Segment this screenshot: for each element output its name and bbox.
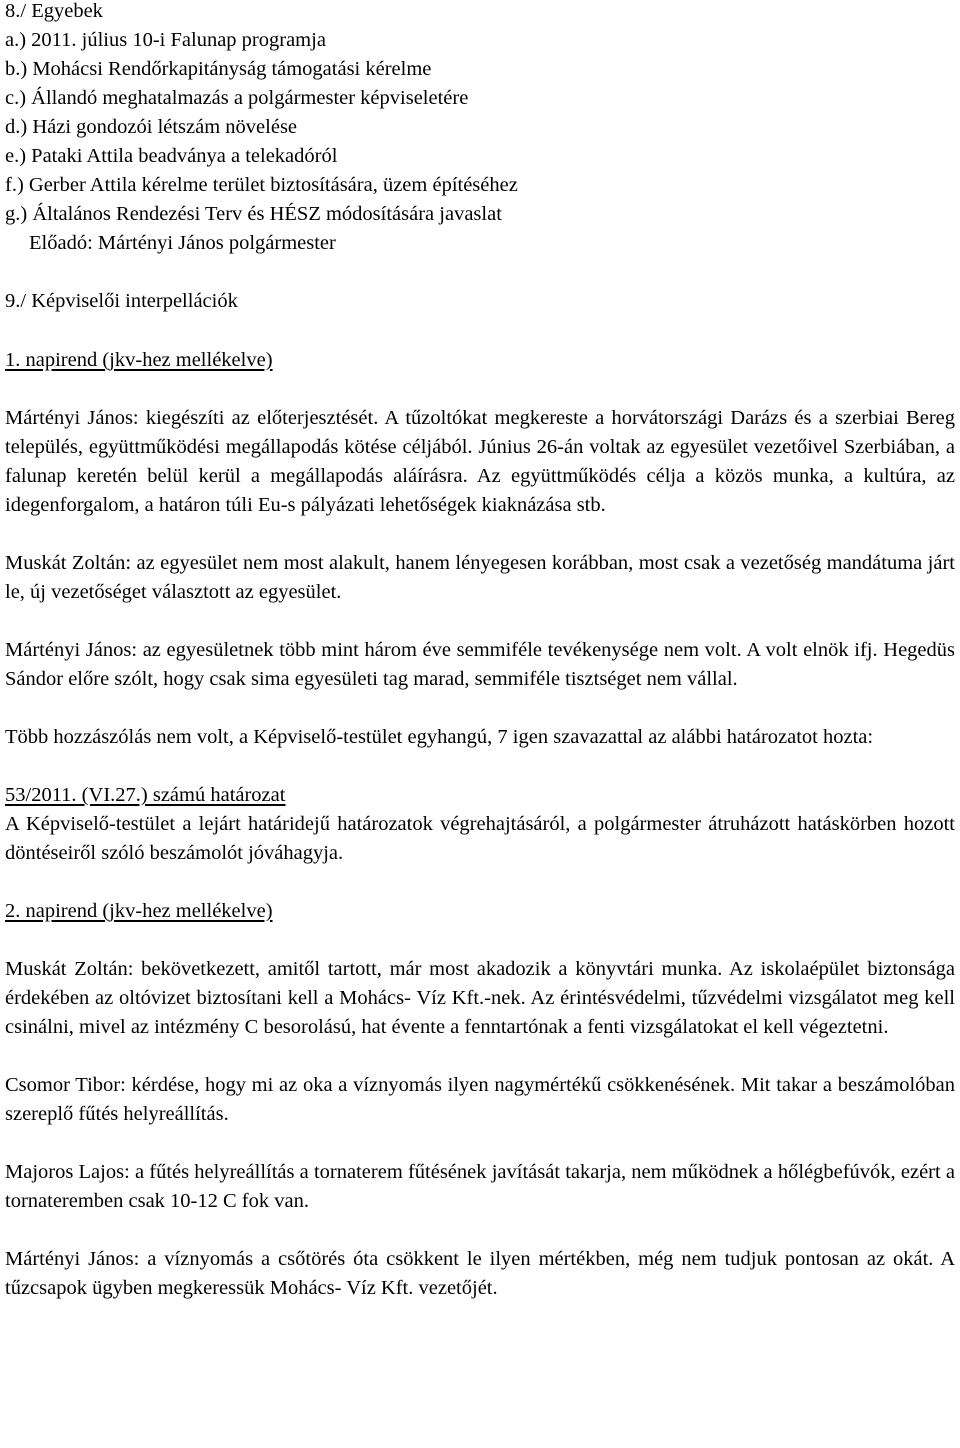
agenda-presenter: Előadó: Mártényi János polgármester bbox=[29, 232, 336, 254]
napirend-2-paragraph-1: Muskát Zoltán: bekövetkezett, amitől tartott, már most akadozik a könyvtári munka. Az iskolaépület biztonsága érdekében az oltóvizet biztosítani kell a Mohács- Víz Kft.-nek. Az érintésvédelmi, tűzvédelmi vizsgálatot meg kell csinálni, mivel az intézmény C besorolású, hat évente a fenntartónak a fenti vizsgálatokat el kell végeztetni. bbox=[5, 958, 955, 1038]
agenda-subitem-f: f.) Gerber Attila kérelme terület biztosítására, üzem építéséhez bbox=[5, 174, 518, 196]
agenda-item-9-title: 9./ Képviselői interpellációk bbox=[5, 290, 238, 312]
agenda-subitem-a: a.) 2011. július 10-i Falunap programja bbox=[5, 29, 326, 51]
napirend-1-paragraph-4: Több hozzászólás nem volt, a Képviselő-testület egyhangú, 7 igen szavazattal az alábbi határozatot hozta: bbox=[5, 726, 874, 748]
agenda-subitem-c: c.) Állandó meghatalmazás a polgármester képviseletére bbox=[5, 87, 469, 109]
agenda-subitem-d: d.) Házi gondozói létszám növelése bbox=[5, 116, 298, 138]
document-page bbox=[5, 0, 955, 1303]
agenda-item-8-title: 8./ Egyebek bbox=[5, 0, 103, 22]
napirend-1-heading: 1. napirend (jkv-hez mellékelve) bbox=[5, 349, 273, 371]
napirend-1-paragraph-3: Mártényi János: az egyesületnek több mint három éve semmiféle tevékenysége nem volt. A volt elnök ifj. Hegedüs Sándor előre szólt, hogy csak sima egyesületi tag marad, semmiféle tisztséget nem vállal. bbox=[5, 639, 955, 690]
napirend-2-heading: 2. napirend (jkv-hez mellékelve) bbox=[5, 900, 273, 922]
agenda-subitem-b: b.) Mohácsi Rendőrkapitányság támogatási kérelme bbox=[5, 58, 432, 80]
napirend-2-paragraph-3: Majoros Lajos: a fűtés helyreállítás a tornaterem fűtésének javítását takarja, nem működnek a hőlégbefúvók, ezért a tornateremben csak 10-12 C fok van. bbox=[5, 1161, 955, 1212]
agenda-subitem-e: e.) Pataki Attila beadványa a telekadóról bbox=[5, 145, 338, 167]
napirend-1-paragraph-1: Mártényi János: kiegészíti az előterjesztését. A tűzoltókat megkereste a horvátországi Darázs és a szerbiai Bereg település, együttműködési megállapodás kötése céljából. Június 26-án voltak az egyesület vezetőivel Szerbiában, a falunap keretén belül kerül a megállapodás aláírásra. Az együttműködés célja a közös munka, a kultúra, az idegenforgalom, a határon túli Eu-s pályázati lehetőségek kiaknázása stb. bbox=[5, 407, 955, 516]
napirend-2-paragraph-2: Csomor Tibor: kérdése, hogy mi az oka a víznyomás ilyen nagymértékű csökkenésének. Mit takar a beszámolóban szereplő fűtés helyreállítás. bbox=[5, 1074, 955, 1125]
napirend-2-paragraph-4: Mártényi János: a víznyomás a csőtörés óta csökkent le ilyen mértékben, még nem tudjuk pontosan az okát. A tűzcsapok ügyben megkeressük Mohács- Víz Kft. vezetőjét. bbox=[5, 1248, 955, 1299]
agenda-subitem-g: g.) Általános Rendezési Terv és HÉSZ módosítására javaslat bbox=[5, 203, 502, 225]
resolution-title: 53/2011. (VI.27.) számú határozat bbox=[5, 784, 286, 806]
resolution-text: A Képviselő-testület a lejárt határidejű határozatok végrehajtásáról, a polgármester átruházott hatáskörben hozott döntéseiről szóló beszámolót jóváhagyja. bbox=[5, 813, 955, 864]
napirend-1-paragraph-2: Muskát Zoltán: az egyesület nem most alakult, hanem lényegesen korábban, most csak a vezetőség mandátuma járt le, új vezetőséget választott az egyesület. bbox=[5, 552, 955, 603]
